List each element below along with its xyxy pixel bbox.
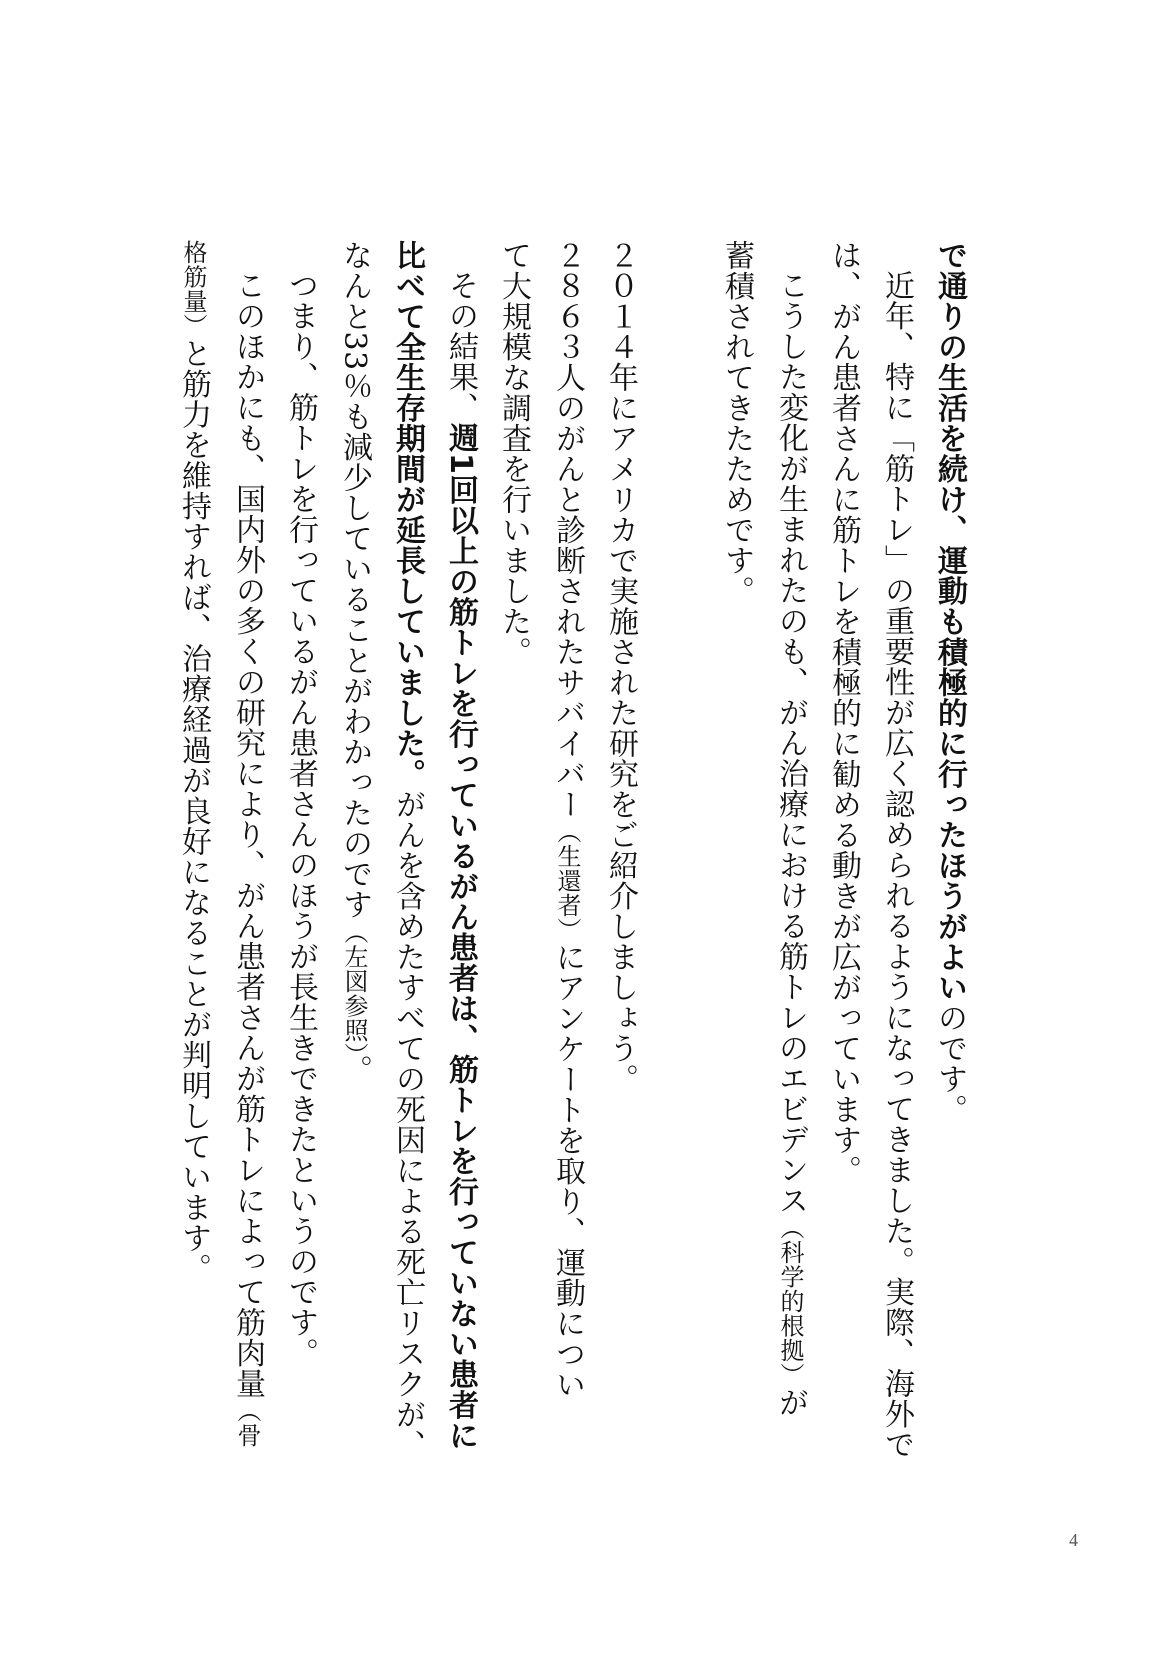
text-line (710, 240, 763, 1430)
text-line (327, 240, 381, 1430)
text-line (487, 240, 540, 1430)
annotation-text: 格筋量） (179, 240, 207, 338)
bold-text: 比べて全生存期間が延長していました。 (390, 240, 425, 789)
text-line (817, 240, 870, 1430)
text: は、がん患者さんに筋トレを積極的に勧める動きが広がっています。 (826, 240, 861, 1186)
text-line (594, 240, 647, 1430)
page-number: 4 (1069, 1530, 1078, 1550)
text-line (220, 240, 274, 1448)
annotation-text: （左図参照） (340, 919, 368, 1055)
annotation-text: （骨 (233, 1398, 261, 1448)
text: がんを含めたすべての死因による死亡リスクが、 (390, 789, 425, 1460)
text: その結果、 (443, 270, 478, 423)
text-line (540, 240, 594, 1430)
text: こうした変化が生まれたのも、がん治療における筋トレのエビデンス (773, 270, 808, 1216)
text: と筋力を維持すれば、治療経過が良好になることが判明しています。 (176, 338, 211, 1284)
body-text (166, 240, 976, 1460)
text: て大規模な調査を行いました。 (496, 240, 531, 667)
text: 蓄積されてきたためです。 (719, 240, 754, 606)
text: が (773, 1387, 808, 1418)
text: なんと33％も減少していることがわかったのです (337, 240, 372, 920)
bold-text: で通りの生活を続け、運動も積極的に行ったほうがよい (932, 240, 967, 1003)
text: ２０１４年にアメリカで実施された研究をご紹介しましょう。 (603, 240, 638, 1094)
text-line (381, 240, 434, 1460)
text-line (434, 240, 487, 1451)
text: にアンケートを取り、運動につい (550, 942, 585, 1400)
text: このほかにも、国内外の多くの研究により、がん患者さんが筋トレによって筋肉量 (230, 270, 265, 1399)
text-line (923, 240, 976, 1430)
text: ２８６３人のがんと診断されたサバイバー (550, 240, 585, 820)
annotation-text: （生還者） (553, 819, 581, 942)
bold-text: 週1回以上の筋トレを行っているがん患者は、筋トレを行っていない患者に (443, 422, 478, 1451)
text-line (763, 240, 817, 1430)
text-line (274, 240, 327, 1430)
text: つまり、筋トレを行っているがん患者さんのほうが長生きできたというのです。 (283, 270, 318, 1368)
paragraph-gap (647, 240, 710, 1430)
annotation-text: （科学的根拠） (776, 1215, 804, 1387)
text-line (870, 240, 923, 1460)
text: 近年、特に「筋トレ」の重要性が広く認められるようになってきました。実際、海外で (879, 270, 914, 1460)
text: のです。 (932, 1002, 967, 1125)
text-line (166, 240, 220, 1430)
text: 。 (337, 1054, 372, 1086)
